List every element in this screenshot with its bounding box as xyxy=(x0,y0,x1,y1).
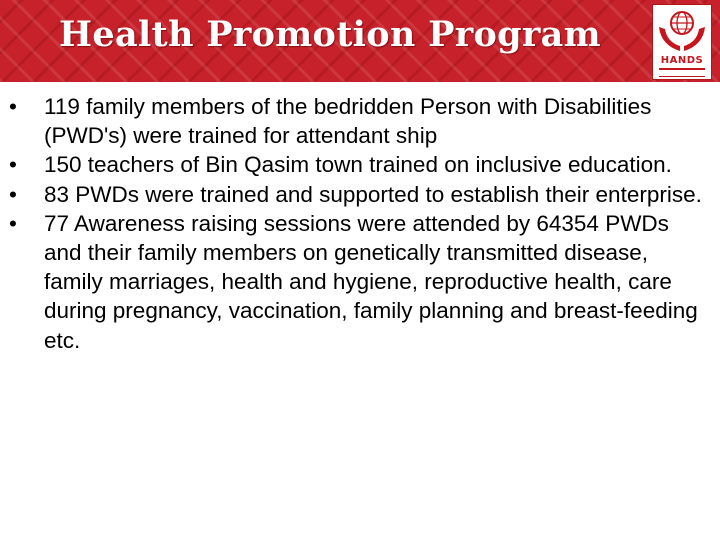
bullet-item xyxy=(0,180,720,209)
bullet-marker: • xyxy=(9,94,17,119)
logo-wordmark: HANDS xyxy=(660,55,704,66)
title-banner xyxy=(0,0,720,82)
bullet-item xyxy=(0,209,720,355)
bullet-marker: • xyxy=(9,210,17,236)
hands-holding-globe-icon xyxy=(653,5,711,55)
logo-underline xyxy=(659,68,705,77)
bullet-text: 119 family members of the bedridden Person with Disabilities (PWD's) were trained for attendant ship xyxy=(44,94,652,149)
bullet-text: 83 PWDs were trained and supported to establish their enterprise. xyxy=(44,181,702,207)
bullet-text: 77 Awareness raising sessions were attended by 64354 PWDs and their family members on genetically transmitted disease, family marriages, health and hygiene, reproductive health, care during pregnancy, vaccination, family planning and breast-feeding etc. xyxy=(44,210,698,353)
bullet-marker: • xyxy=(9,152,17,178)
bullet-item xyxy=(0,92,720,150)
slide-title: Health Promotion Program xyxy=(59,14,601,55)
bullet-list xyxy=(0,92,720,355)
bullet-text: 150 teachers of Bin Qasim town trained on inclusive education. xyxy=(44,152,672,178)
hands-logo xyxy=(652,4,712,80)
bullet-marker: • xyxy=(9,181,17,207)
bullet-item xyxy=(0,150,720,179)
